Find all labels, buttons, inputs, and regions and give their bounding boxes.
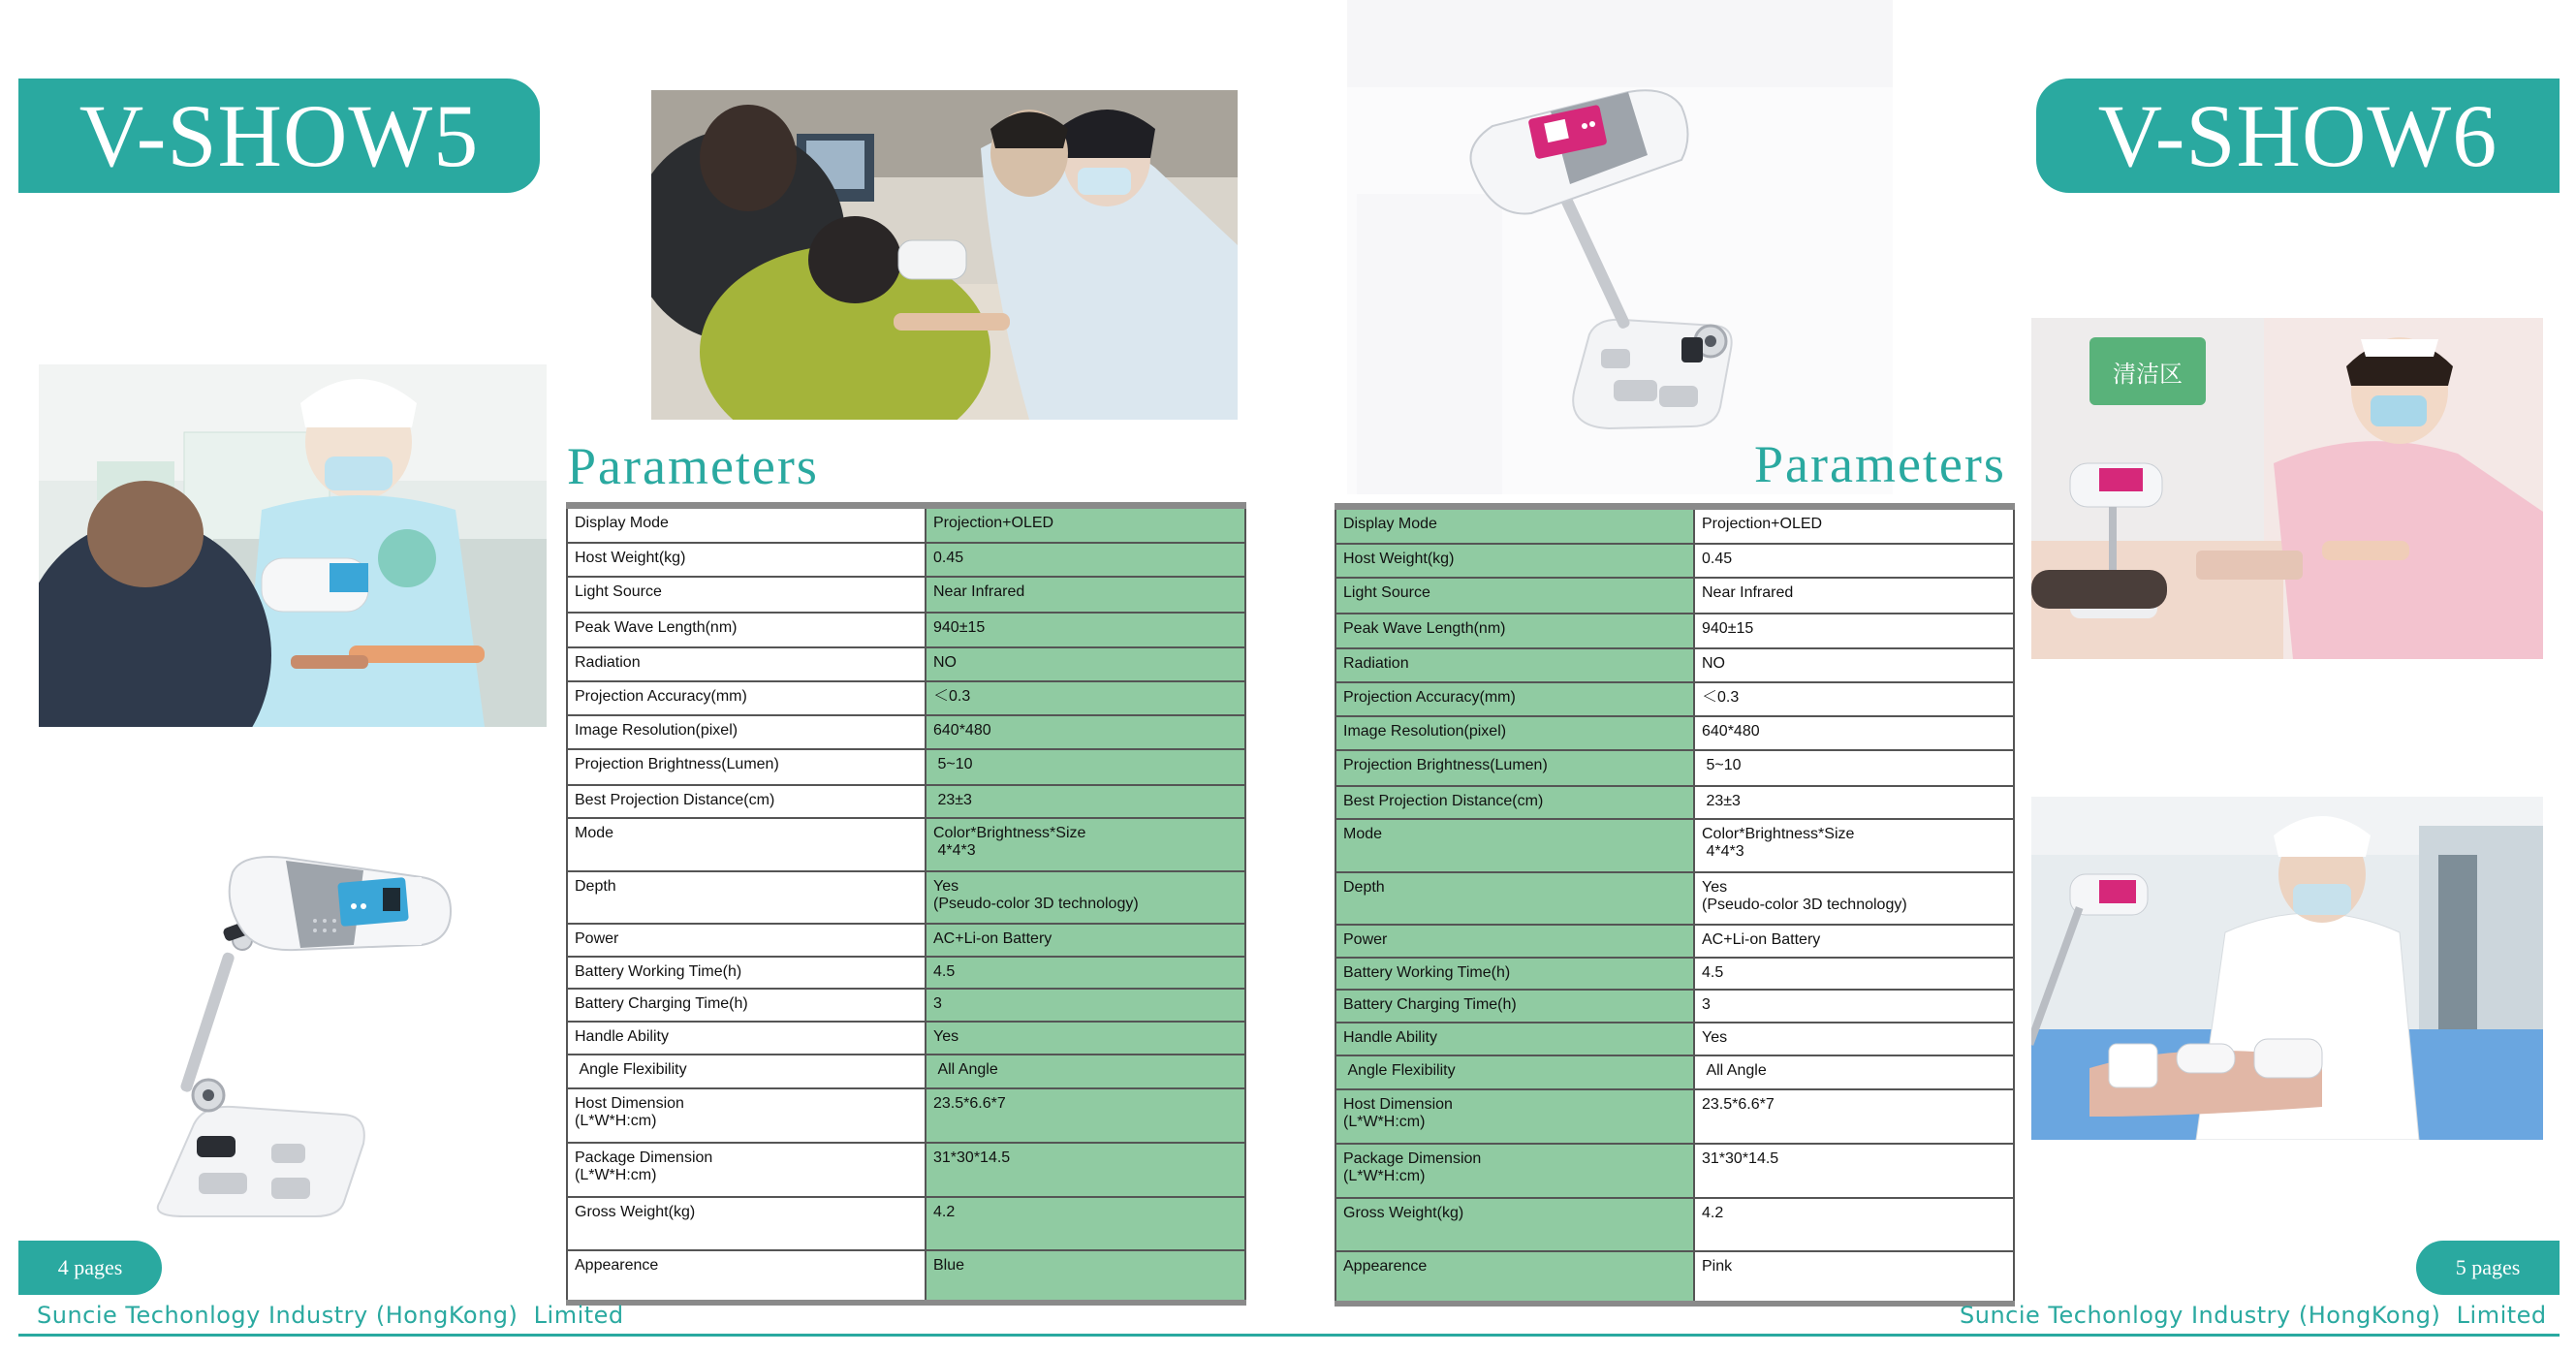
spec-row: [1335, 925, 2014, 958]
spec-row: [1335, 750, 2014, 786]
spec-label: Appearence: [1335, 1251, 1694, 1304]
spec-row: [567, 647, 1245, 681]
spec-table-right: [1335, 503, 2015, 1307]
spec-value: 4.5: [1694, 958, 2014, 990]
spec-row: [1335, 1198, 2014, 1251]
spec-row: [567, 681, 1245, 715]
spec-label: Angle Flexibility: [567, 1055, 926, 1088]
spec-row: [1335, 958, 2014, 990]
spec-value: Yes: [926, 1022, 1245, 1055]
nurse-pink-photo: [2031, 318, 2543, 659]
spec-value: 640*480: [1694, 716, 2014, 750]
spec-label: Image Resolution(pixel): [1335, 716, 1694, 750]
spec-row: [1335, 786, 2014, 819]
spec-value: 940±15: [926, 613, 1245, 647]
spec-value: 4.2: [926, 1197, 1245, 1250]
spec-value: 4.2: [1694, 1198, 2014, 1251]
spec-label: Appearence: [567, 1250, 926, 1303]
spec-value: All Angle: [1694, 1055, 2014, 1089]
spec-value: Blue: [926, 1250, 1245, 1303]
spec-label: Package Dimension (L*W*H:cm): [567, 1143, 926, 1197]
spec-row: [567, 1055, 1245, 1088]
spec-row: [567, 506, 1245, 543]
spec-row: [1335, 1055, 2014, 1089]
footer-divider: [18, 1334, 2560, 1337]
spec-label: Angle Flexibility: [1335, 1055, 1694, 1089]
nurse-white-coat-photo: [2031, 797, 2543, 1140]
spec-label: Battery Working Time(h): [567, 957, 926, 989]
spec-value: 23.5*6.6*7: [926, 1088, 1245, 1143]
spec-value: 3: [1694, 990, 2014, 1023]
spec-value: Projection+OLED: [926, 506, 1245, 543]
spec-value: 5~10: [926, 749, 1245, 785]
spec-row: [1335, 819, 2014, 872]
spec-value: Yes: [1694, 1023, 2014, 1055]
spec-label: Peak Wave Length(nm): [1335, 614, 1694, 648]
spec-row: [567, 924, 1245, 957]
spec-label: Host Weight(kg): [1335, 544, 1694, 578]
spec-value: Pink: [1694, 1251, 2014, 1304]
spec-label: Handle Ability: [1335, 1023, 1694, 1055]
spec-row: [567, 613, 1245, 647]
spec-label: Host Weight(kg): [567, 543, 926, 577]
spec-row: [1335, 716, 2014, 750]
spec-label: Package Dimension (L*W*H:cm): [1335, 1144, 1694, 1198]
spec-row: [1335, 1023, 2014, 1055]
spec-label: Host Dimension (L*W*H:cm): [1335, 1089, 1694, 1144]
spec-row: [1335, 1144, 2014, 1198]
spec-label: Best Projection Distance(cm): [567, 785, 926, 818]
spec-row: [1335, 614, 2014, 648]
spec-value: NO: [926, 647, 1245, 681]
spec-row: [567, 957, 1245, 989]
spec-row: [567, 785, 1245, 818]
spec-label: Projection Accuracy(mm): [567, 681, 926, 715]
parameters-heading-left: Parameters: [567, 437, 819, 495]
spec-value: 23±3: [926, 785, 1245, 818]
spec-value: All Angle: [926, 1055, 1245, 1088]
page-number-right: 5 pages: [2416, 1241, 2560, 1295]
spec-row: [567, 543, 1245, 577]
clean-area-sign: 清洁区: [2113, 361, 2183, 388]
spec-value: 5~10: [1694, 750, 2014, 786]
company-name-left: Suncie Techonlogy Industry (HongKong) Limited: [37, 1302, 624, 1329]
spec-label: Radiation: [567, 647, 926, 681]
nurse-patient-photo-left: [39, 364, 547, 727]
v-show6-device-image: [1347, 0, 1893, 494]
spec-label: Image Resolution(pixel): [567, 715, 926, 749]
spec-value: Color*Brightness*Size 4*4*3: [1694, 819, 2014, 872]
spec-label: Display Mode: [1335, 507, 1694, 544]
spec-label: Gross Weight(kg): [567, 1197, 926, 1250]
spec-label: Mode: [1335, 819, 1694, 872]
spec-value: NO: [1694, 648, 2014, 682]
spec-value: 31*30*14.5: [926, 1143, 1245, 1197]
spec-label: Peak Wave Length(nm): [567, 613, 926, 647]
spec-value: Yes (Pseudo-color 3D technology): [926, 871, 1245, 924]
spec-value: Yes (Pseudo-color 3D technology): [1694, 872, 2014, 925]
spec-label: Display Mode: [567, 506, 926, 543]
spec-row: [1335, 1251, 2014, 1304]
spec-table-left: [566, 502, 1246, 1306]
spec-label: Gross Weight(kg): [1335, 1198, 1694, 1251]
spec-row: [1335, 578, 2014, 614]
spec-value: AC+Li-on Battery: [926, 924, 1245, 957]
v-show6-title: V-SHOW6: [2036, 79, 2560, 193]
spec-row: [567, 749, 1245, 785]
spec-value: 0.45: [1694, 544, 2014, 578]
spec-value: 23±3: [1694, 786, 2014, 819]
spec-label: Radiation: [1335, 648, 1694, 682]
spec-row: [567, 715, 1245, 749]
spec-label: Projection Brightness(Lumen): [1335, 750, 1694, 786]
spec-row: [1335, 682, 2014, 716]
spec-value: ＜0.3: [926, 681, 1245, 715]
company-name-right: Suncie Techonlogy Industry (HongKong) Limited: [1960, 1302, 2547, 1329]
spec-label: Depth: [1335, 872, 1694, 925]
spec-value: ＜0.3: [1694, 682, 2014, 716]
spec-label: Depth: [567, 871, 926, 924]
spec-value: Color*Brightness*Size 4*4*3: [926, 818, 1245, 871]
spec-row: [567, 818, 1245, 871]
spec-value: 0.45: [926, 543, 1245, 577]
page-number-left: 4 pages: [18, 1241, 162, 1295]
spec-value: AC+Li-on Battery: [1694, 925, 2014, 958]
spec-value: 940±15: [1694, 614, 2014, 648]
spec-label: Light Source: [1335, 578, 1694, 614]
spec-value: 31*30*14.5: [1694, 1144, 2014, 1198]
v-show5-device-image: [24, 746, 567, 1231]
spec-row: [567, 1088, 1245, 1143]
spec-label: Projection Brightness(Lumen): [567, 749, 926, 785]
spec-row: [567, 1143, 1245, 1197]
spec-row: [1335, 544, 2014, 578]
spec-value: 4.5: [926, 957, 1245, 989]
spec-row: [1335, 507, 2014, 544]
spec-value: Near Infrared: [926, 577, 1245, 613]
spec-label: Mode: [567, 818, 926, 871]
spec-row: [1335, 1089, 2014, 1144]
spec-label: Battery Charging Time(h): [1335, 990, 1694, 1023]
spec-label: Handle Ability: [567, 1022, 926, 1055]
spec-row: [1335, 648, 2014, 682]
spec-row: [567, 1250, 1245, 1303]
spec-value: 23.5*6.6*7: [1694, 1089, 2014, 1144]
spec-row: [1335, 872, 2014, 925]
spec-value: 3: [926, 989, 1245, 1022]
spec-label: Battery Working Time(h): [1335, 958, 1694, 990]
spec-row: [1335, 990, 2014, 1023]
spec-label: Best Projection Distance(cm): [1335, 786, 1694, 819]
spec-label: Light Source: [567, 577, 926, 613]
spec-row: [567, 989, 1245, 1022]
spec-label: Projection Accuracy(mm): [1335, 682, 1694, 716]
spec-value: Projection+OLED: [1694, 507, 2014, 544]
doctors-child-photo: [651, 90, 1238, 420]
spec-row: [567, 1197, 1245, 1250]
spec-label: Host Dimension (L*W*H:cm): [567, 1088, 926, 1143]
spec-label: Battery Charging Time(h): [567, 989, 926, 1022]
spec-row: [567, 871, 1245, 924]
parameters-heading-right: Parameters: [1754, 435, 2006, 493]
spec-label: Power: [567, 924, 926, 957]
spec-row: [567, 577, 1245, 613]
spec-value: 640*480: [926, 715, 1245, 749]
spec-row: [567, 1022, 1245, 1055]
spec-value: Near Infrared: [1694, 578, 2014, 614]
v-show5-title: V-SHOW5: [18, 79, 540, 193]
spec-label: Power: [1335, 925, 1694, 958]
